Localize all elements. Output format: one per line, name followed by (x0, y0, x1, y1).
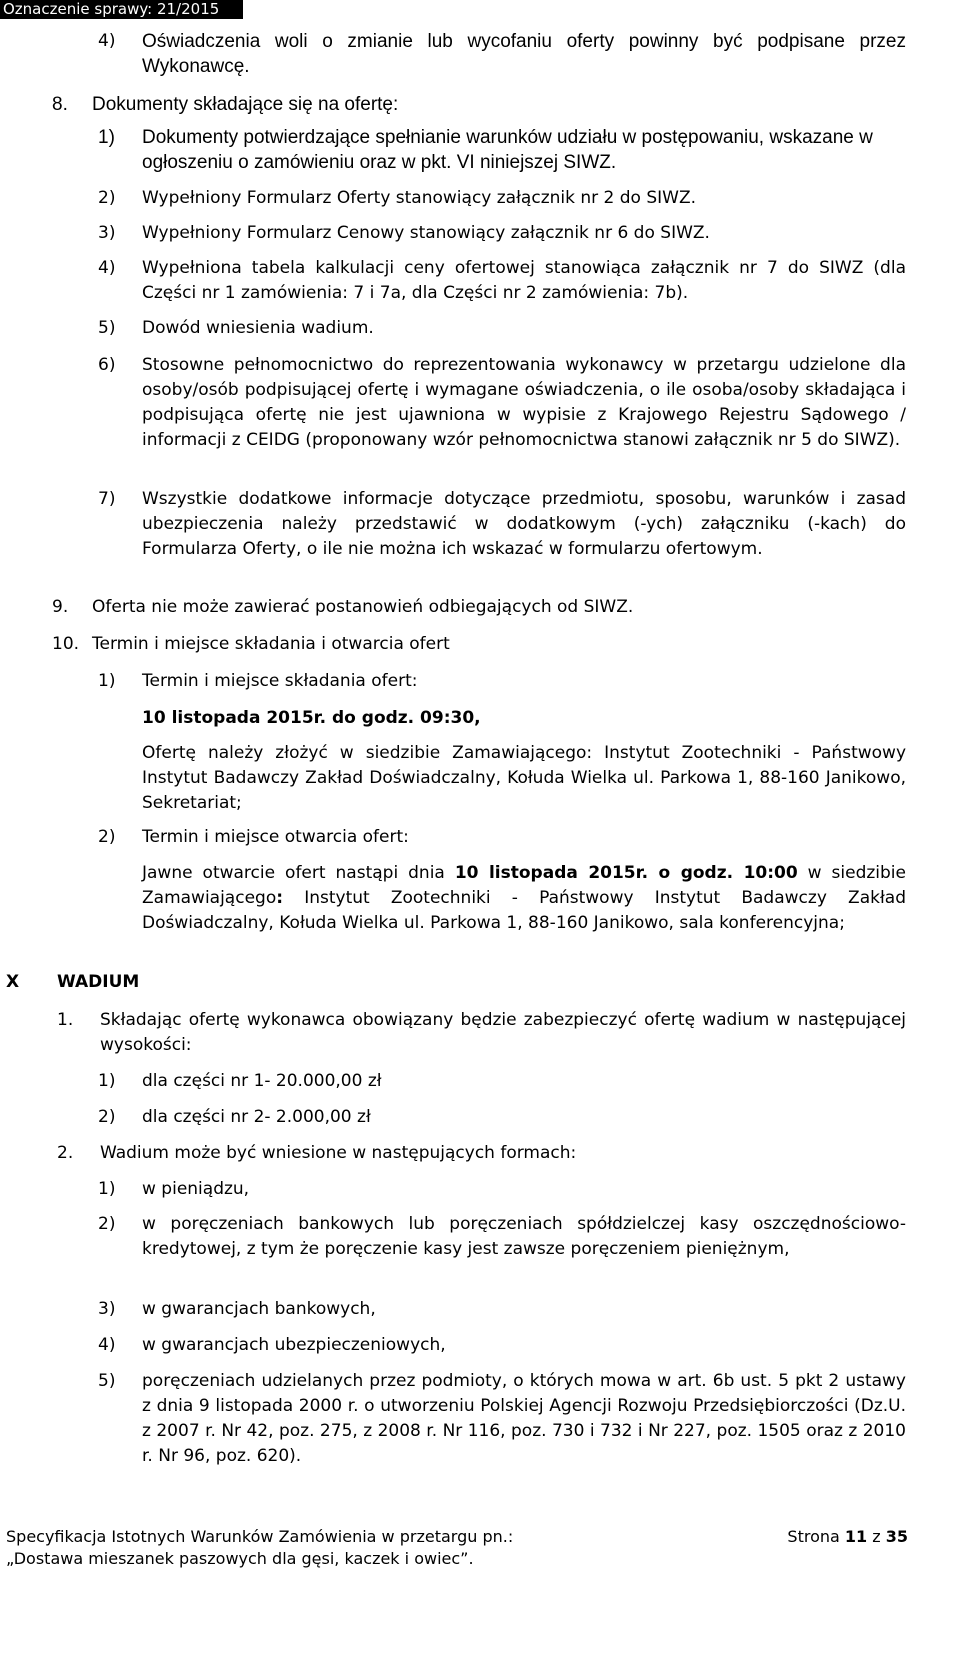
footer-title: Specyfikacja Istotnych Warunków Zamówienia w przetargu pn.: (6, 1527, 514, 1546)
submission-deadline: 10 listopada 2015r. do godz. 09:30, (142, 708, 481, 728)
list-item (98, 1069, 906, 1094)
section-item (52, 632, 906, 657)
item-text: Wszystkie dodatkowe informacje dotyczące przedmiotu, sposobu, warunków i zasad ubezpieczenia należy przedstawić w dodatkowym (-ych) załączniku (-kach) do Formularza Oferty, o ile nie można ich wskazać w formularzu ofertowym. (142, 489, 906, 559)
item-text: dla części nr 2- 2.000,00 zł (142, 1107, 371, 1127)
item-text: Składając ofertę wykonawca obowiązany będzie zabezpieczyć ofertę wadium w następującej wysokości: (100, 1010, 906, 1055)
list-item (98, 487, 906, 562)
list-item (98, 669, 906, 694)
list-item (98, 256, 906, 306)
section-item (57, 1008, 906, 1058)
list-item (98, 186, 906, 211)
item-text: Oferta nie może zawierać postanowień odbiegających od SIWZ. (92, 597, 634, 617)
opening-text-3: Instytut Zootechniki - Państwowy Instytut Badawczy Zakład Doświadczalny, Kołuda Wielka ul. Parkowa 1, 88-160 Janikowo, sala konferencyjna; (142, 888, 906, 933)
item-number: 1) (98, 1071, 116, 1091)
item-text: Termin i miejsce składania i otwarcia ofert (92, 634, 450, 654)
item-text: Wadium może być wniesione w następujących formach: (100, 1143, 577, 1163)
item-text: Dokumenty składające się na ofertę: (92, 94, 399, 115)
page-mid: z (867, 1527, 886, 1546)
list-item (98, 1333, 906, 1358)
page-prefix: Strona (787, 1527, 845, 1546)
item-text: Dokumenty potwierdzające spełnianie warunków udziału w postępowaniu, wskazane w ogłoszeniu o zamówieniu oraz w pkt. VI niniejszej SIWZ. (142, 127, 873, 173)
list-item (98, 1369, 906, 1469)
item-number: 9. (52, 597, 69, 617)
case-number-header: Oznaczenie sprawy: 21/2015 (0, 0, 243, 19)
item-text: poręczeniach udzielanych przez podmioty, o których mowa w art. 6b ust. 5 pkt 2 ustawy z dnia 9 listopada 2000 r. o utworzeniu Polskiej Agencji Rozwoju Przedsiębiorczości (Dz.U. z 2007 r. Nr 42, poz. 275, z 2008 r. Nr 116, poz. 730 i 732 i Nr 227, poz. 1505 oraz z 2010 r. Nr 96, poz. 620). (142, 1371, 906, 1466)
item-text: w gwarancjach bankowych, (142, 1299, 376, 1319)
item-text: Wypełniony Formularz Oferty stanowiący załącznik nr 2 do SIWZ. (142, 188, 697, 208)
item-number: 5) (98, 318, 116, 338)
page-total: 35 (885, 1527, 908, 1546)
item-number: 3) (98, 223, 116, 243)
list-item (98, 316, 906, 341)
item-text: w pieniądzu, (142, 1179, 250, 1199)
item-text: Wypełniony Formularz Cenowy stanowiący załącznik nr 6 do SIWZ. (142, 223, 710, 243)
item-number: 4) (98, 31, 116, 51)
item-text: Dowód wniesienia wadium. (142, 318, 374, 338)
page-current: 11 (844, 1527, 868, 1546)
item-number: 2) (98, 827, 116, 847)
item-number: 7) (98, 489, 116, 509)
item-number: 2) (98, 1214, 116, 1234)
list-item (98, 29, 906, 79)
item-text: Termin i miejsce składania ofert: (142, 671, 418, 691)
list-item (98, 1177, 906, 1202)
footer-subtitle: „Dostawa mieszanek paszowych dla gęsi, kaczek i owiec”. (6, 1549, 474, 1568)
item-number: 10. (52, 634, 80, 654)
item-number: 1) (98, 1179, 116, 1199)
item-number: 2. (57, 1143, 74, 1163)
item-number: 4) (98, 258, 116, 278)
opening-text-2: w siedzibie Zamawiającego (142, 863, 906, 908)
section-item (52, 92, 906, 117)
item-number: 5) (98, 1371, 116, 1391)
item-text: w gwarancjach ubezpieczeniowych, (142, 1335, 446, 1355)
item-number: 1) (98, 671, 116, 691)
item-number: 8. (52, 94, 68, 115)
item-number: 4) (98, 1335, 116, 1355)
section-title: WADIUM (57, 972, 140, 992)
list-item (98, 125, 906, 175)
item-text: Stosowne pełnomocnictwo do reprezentowania wykonawcy w przetargu udzielone dla osoby/osób podpisującej ofertę i wymagane oświadczenia, o ile osoba/osoby składająca i podpisująca ofertę nie jest ujawniona w wypisie z Krajowego Rejestru Sądowego / informacji z CEIDG (proponowany wzór pełnomocnictwa stanowi załącznik nr 5 do SIWZ). (142, 355, 906, 450)
item-number: 2) (98, 188, 116, 208)
list-item (98, 1105, 906, 1130)
submission-place: Ofertę należy złożyć w siedzibie Zamawiającego: Instytut Zootechniki - Państwowy Instytut Badawczy Zakład Doświadczalny, Kołuda Wielka ul. Parkowa 1, 88-160 Janikowo, Sekretariat; (142, 743, 906, 813)
section-item (52, 595, 906, 620)
list-item (98, 1297, 906, 1322)
item-text: Termin i miejsce otwarcia ofert: (142, 827, 409, 847)
opening-text-1: Jawne otwarcie ofert nastąpi dnia (142, 863, 455, 883)
section-number: X (6, 972, 20, 992)
list-item (98, 353, 906, 453)
item-number: 3) (98, 1299, 116, 1319)
item-text: Wypełniona tabela kalkulacji ceny ofertowej stanowiąca załącznik nr 7 do SIWZ (dla Części nr 1 zamówienia: 7 i 7a, dla Części nr 2 zamówienia: 7b). (142, 258, 906, 303)
item-number: 2) (98, 1107, 116, 1127)
item-number: 1) (98, 127, 115, 148)
opening-colon: : (276, 888, 284, 908)
list-item (98, 221, 906, 246)
item-text: dla części nr 1- 20.000,00 zł (142, 1071, 382, 1091)
page-number (762, 1525, 908, 1549)
item-text: Oświadczenia woli o zmianie lub wycofaniu oferty powinny być podpisane przez Wykonawcę. (142, 31, 906, 77)
item-number: 6) (98, 355, 116, 375)
opening-details (142, 861, 906, 936)
list-item (98, 1212, 906, 1262)
opening-date: 10 listopada 2015r. o godz. 10:00 (454, 863, 798, 883)
item-number: 1. (57, 1010, 74, 1030)
section-item (57, 1141, 906, 1166)
list-item (98, 825, 906, 850)
item-text: w poręczeniach bankowych lub poręczeniach spółdzielczej kasy oszczędnościowo-kredytowej, z tym że poręczenie kasy jest zawsze poręczeniem pieniężnym, (142, 1214, 906, 1259)
